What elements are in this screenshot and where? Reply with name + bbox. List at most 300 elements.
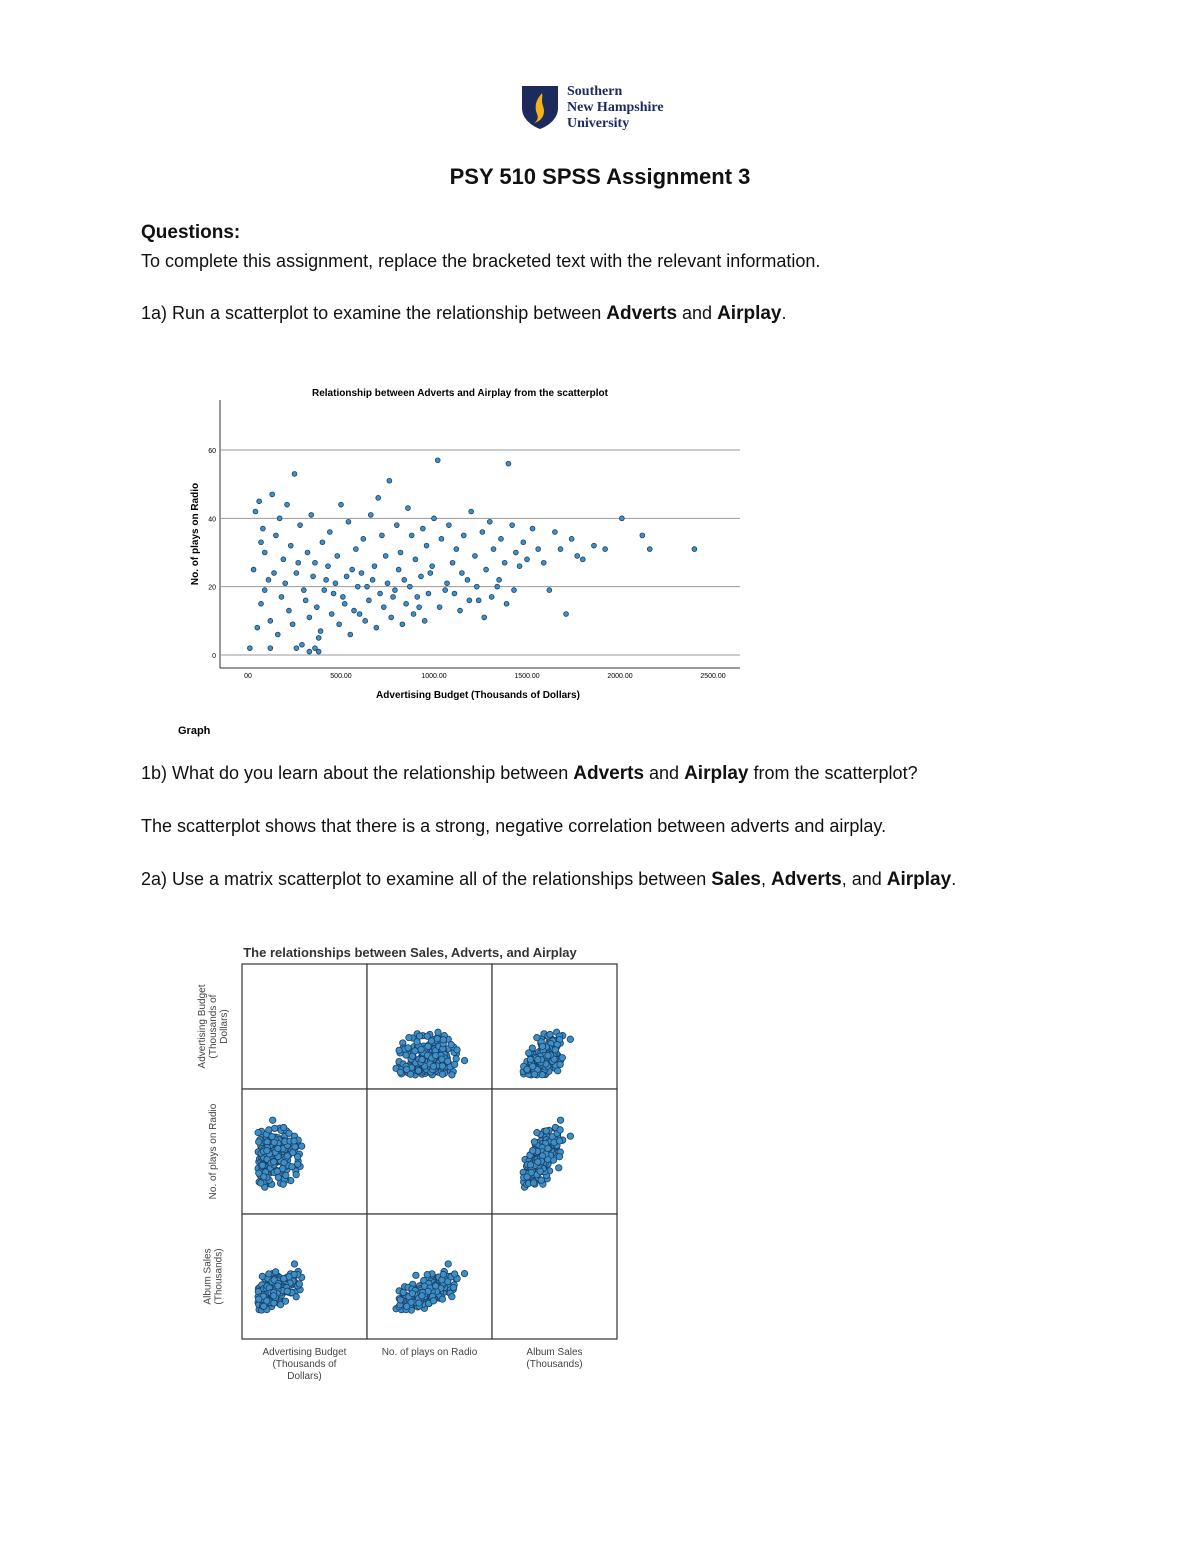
matrix-point: [400, 1289, 406, 1295]
logo-wordmark: [567, 84, 664, 132]
matrix-row-label-line: (Thousands): [213, 1248, 225, 1305]
matrix-point: [432, 1283, 438, 1289]
scatter-point: [474, 584, 479, 589]
scatter-point: [294, 571, 299, 576]
matrix-point: [557, 1127, 563, 1133]
scatter-point: [259, 540, 264, 545]
matrix-point: [529, 1063, 535, 1069]
matrix-point: [289, 1163, 295, 1169]
matrix-point: [545, 1145, 551, 1151]
matrix-row-label-line: Dollars): [219, 1009, 230, 1044]
matrix-point: [448, 1041, 454, 1047]
y-tick-label: 40: [208, 516, 216, 524]
q1b-prefix: 1b) What do you learn about the relationship between: [141, 763, 574, 783]
matrix-cell-0-1: [367, 964, 492, 1089]
scatter-point: [277, 516, 282, 521]
scatter-point: [300, 642, 305, 647]
scatter-point: [547, 588, 552, 593]
scatter-point: [460, 571, 465, 576]
scatter-point: [257, 499, 262, 504]
scatter-point: [422, 618, 427, 623]
matrix-row-label-0: [197, 984, 230, 1068]
scatter-point: [313, 560, 318, 565]
scatter-point: [489, 595, 494, 600]
matrix-point: [271, 1159, 277, 1165]
scatter-point: [506, 461, 511, 466]
matrix-point: [277, 1302, 283, 1308]
scatter-point: [465, 577, 470, 582]
scatter-point: [497, 577, 502, 582]
matrix-point: [264, 1147, 270, 1153]
matrix-col-label-line: Dollars): [287, 1371, 322, 1382]
scatter-point: [450, 560, 455, 565]
scatter-point: [372, 564, 377, 569]
matrix-point: [430, 1298, 436, 1304]
matrix-point: [451, 1271, 457, 1277]
matrix-point: [535, 1056, 541, 1062]
q2a-prefix: 2a) Use a matrix scatterplot to examine all of the relationships between: [141, 869, 712, 889]
matrix-point: [281, 1159, 287, 1165]
matrix-point: [294, 1154, 300, 1160]
matrix-point: [559, 1055, 565, 1061]
scatter-point: [262, 550, 267, 555]
scatter-point: [268, 618, 273, 623]
scatter-point: [452, 591, 457, 596]
document-title: PSY 510 SPSS Assignment 3: [449, 164, 751, 189]
matrix-col-label-line: No. of plays on Radio: [381, 1347, 478, 1358]
q2a-term-airplay: Airplay: [886, 869, 952, 890]
scatterplot-adverts-airplay: [178, 378, 753, 740]
matrix-point: [531, 1071, 537, 1077]
matrix-cell-0-0: [242, 964, 367, 1089]
matrix-point: [286, 1130, 292, 1136]
matrix-col-label-line: (Thousands): [526, 1359, 583, 1370]
matrix-point: [543, 1128, 549, 1134]
scatter-point: [424, 543, 429, 548]
scatter-point: [353, 547, 358, 552]
scatter-point: [378, 591, 383, 596]
scatter-point: [311, 574, 316, 579]
matrix-point: [425, 1043, 431, 1049]
x-tick-label: 500.00: [330, 673, 352, 680]
matrix-point: [403, 1303, 409, 1309]
scatter-point: [592, 543, 597, 548]
scatter-point: [404, 601, 409, 606]
scatter-point: [521, 540, 526, 545]
matrix-point: [545, 1052, 551, 1058]
matrix-point: [434, 1036, 440, 1042]
matrix-cell-2-2: [492, 1214, 617, 1339]
scatter-point: [383, 554, 388, 559]
scatter-point: [324, 577, 329, 582]
question-2a: [141, 868, 956, 891]
scatter-point: [376, 495, 381, 500]
matrix-cell-1-0: [242, 1089, 367, 1214]
q2a-suffix: .: [951, 869, 957, 889]
scatter-point: [569, 536, 574, 541]
matrix-point: [430, 1063, 436, 1069]
matrix-point: [298, 1143, 304, 1149]
matrix-col-label-line: (Thousands of: [272, 1359, 337, 1370]
matrix-point: [271, 1293, 277, 1299]
scatter-point: [446, 523, 451, 528]
scatter-point: [365, 584, 370, 589]
scatter-point: [368, 513, 373, 518]
matrix-col-label-line: Album Sales: [526, 1347, 583, 1358]
scatter-point: [309, 513, 314, 518]
y-tick-label: 60: [208, 448, 216, 455]
matrix-point: [416, 1300, 422, 1306]
matrix-point: [256, 1296, 262, 1302]
scatter-point: [603, 547, 608, 552]
matrix-point: [259, 1162, 265, 1168]
scatter-point: [400, 622, 405, 627]
matrix-point: [439, 1056, 445, 1062]
matrix-point: [556, 1165, 562, 1171]
matrix-point: [534, 1129, 540, 1135]
matrix-point: [275, 1283, 281, 1289]
matrix-point: [535, 1159, 541, 1165]
matrix-point: [397, 1069, 403, 1075]
scatter-point: [348, 632, 353, 637]
matrix-point: [274, 1168, 280, 1174]
matrix-point: [529, 1147, 535, 1153]
matrix-point: [293, 1171, 299, 1177]
matrix-point: [526, 1050, 532, 1056]
matrix-point: [439, 1071, 445, 1077]
scatter-point: [274, 533, 279, 538]
scatter-point: [435, 458, 440, 463]
matrix-point: [409, 1053, 415, 1059]
matrix-cell-frame: [242, 964, 367, 1089]
scatterplot-x-label: Advertising Budget (Thousands of Dollars): [376, 690, 580, 701]
matrix-cell-frame: [367, 1089, 492, 1214]
matrix-cell-2-0: [242, 1214, 367, 1339]
matrix-point: [557, 1061, 563, 1067]
scatter-point: [279, 595, 284, 600]
matrix-point: [445, 1261, 451, 1267]
scatter-point: [491, 547, 496, 552]
x-tick-label: 00: [244, 673, 252, 680]
matrix-point: [280, 1124, 286, 1130]
scatter-point: [575, 554, 580, 559]
q2a-sep-1: ,: [760, 869, 771, 889]
scatter-point: [517, 564, 522, 569]
matrix-point: [261, 1174, 267, 1180]
scatter-point: [251, 567, 256, 572]
scatter-point: [430, 564, 435, 569]
scatter-point: [502, 560, 507, 565]
y-tick-label: 20: [208, 584, 216, 592]
matrix-point: [266, 1127, 272, 1133]
matrix-point: [419, 1293, 425, 1299]
scatter-point: [253, 509, 258, 514]
scatter-point: [305, 550, 310, 555]
scatter-point: [259, 601, 264, 606]
scatter-point: [647, 547, 652, 552]
scatter-point: [394, 523, 399, 528]
scatter-point: [333, 581, 338, 586]
scatter-point: [303, 598, 308, 603]
scatter-point: [393, 588, 398, 593]
scatter-point: [640, 533, 645, 538]
matrix-point: [266, 1271, 272, 1277]
matrix-point: [439, 1296, 445, 1302]
matrix-point: [461, 1057, 467, 1063]
matrix-col-label-line: Advertising Budget: [262, 1347, 347, 1358]
scatter-point: [619, 516, 624, 521]
scatter-point: [314, 605, 319, 610]
scatterplot-caption: Graph: [178, 725, 211, 737]
matrix-point: [280, 1181, 286, 1187]
matrix-point: [418, 1046, 424, 1052]
scatter-point: [350, 567, 355, 572]
scatter-point: [385, 581, 390, 586]
matrix-point: [291, 1261, 297, 1267]
matrix-point: [531, 1139, 537, 1145]
matrix-point: [295, 1161, 301, 1167]
logo-line-1: Southern: [567, 84, 623, 99]
scatter-point: [564, 612, 569, 617]
scatterplot-title: Relationship between Adverts and Airplay from the scatterplot: [312, 388, 608, 399]
matrix-point: [556, 1138, 562, 1144]
matrix-point: [537, 1168, 543, 1174]
scatter-point: [407, 584, 412, 589]
scatter-point: [363, 618, 368, 623]
question-1a: [141, 302, 787, 325]
scatter-point: [499, 536, 504, 541]
scatter-point: [352, 608, 357, 613]
scatter-point: [262, 588, 267, 593]
matrix-cell-1-2: [492, 1089, 617, 1214]
scatter-point: [374, 625, 379, 630]
scatter-point: [260, 526, 265, 531]
scatter-point: [285, 502, 290, 507]
matrix-point: [424, 1271, 430, 1277]
scatter-point: [370, 577, 375, 582]
scatter-point: [381, 605, 386, 610]
scatter-point: [283, 581, 288, 586]
scatter-point: [326, 564, 331, 569]
scatter-point: [255, 625, 260, 630]
matrix-point: [451, 1061, 457, 1067]
q2a-term-adverts: Adverts: [770, 869, 842, 890]
q1a-suffix: .: [781, 303, 787, 323]
scatter-point: [339, 502, 344, 507]
scatter-point: [458, 608, 463, 613]
scatter-point: [287, 608, 292, 613]
scatter-point: [558, 547, 563, 552]
scatter-point: [415, 595, 420, 600]
scatter-point: [469, 509, 474, 514]
scatter-point: [316, 649, 321, 654]
scatter-point: [288, 543, 293, 548]
scatter-point: [322, 588, 327, 593]
scatter-point: [337, 622, 342, 627]
matrix-row-label-line: No. of plays on Radio: [208, 1103, 219, 1200]
scatter-point: [298, 523, 303, 528]
scatter-point: [512, 588, 517, 593]
matrix-point: [264, 1298, 270, 1304]
scatterplot-y-label: No. of plays on Radio: [190, 482, 201, 586]
scatter-point: [411, 612, 416, 617]
matrix-point: [284, 1288, 290, 1294]
q1a-mid: and: [677, 303, 718, 323]
scatter-point: [445, 581, 450, 586]
scatter-point: [361, 536, 366, 541]
matrix-point: [539, 1043, 545, 1049]
scatter-point: [439, 536, 444, 541]
scatter-point: [473, 554, 478, 559]
scatter-point: [541, 560, 546, 565]
matrix-point: [524, 1174, 530, 1180]
matrix-point: [406, 1034, 412, 1040]
matrix-point: [445, 1058, 451, 1064]
matrix-point: [405, 1045, 411, 1051]
scatter-point: [476, 598, 481, 603]
matrix-point: [449, 1294, 455, 1300]
question-1b: [141, 762, 918, 785]
matrix-row-label-2: [203, 1248, 225, 1304]
matrix-point: [280, 1275, 286, 1281]
matrix-row-label-1: [208, 1103, 219, 1199]
matrix-point: [403, 1066, 409, 1072]
scatter-point: [482, 615, 487, 620]
matrix-point: [435, 1029, 441, 1035]
scatter-point: [318, 629, 323, 634]
scatter-point: [320, 540, 325, 545]
scatter-point: [484, 567, 489, 572]
q2a-sep-2: , and: [841, 869, 887, 889]
matrix-point: [272, 1269, 278, 1275]
scatter-point: [419, 574, 424, 579]
scatter-point: [536, 547, 541, 552]
scatter-point: [346, 519, 351, 524]
matrix-point: [527, 1162, 533, 1168]
scatter-point: [290, 622, 295, 627]
matrix-point: [450, 1284, 456, 1290]
y-tick-label: 0: [212, 653, 216, 660]
scatter-point: [266, 577, 271, 582]
questions-heading: Questions:: [141, 222, 241, 243]
scatter-point: [387, 478, 392, 483]
q1a-term-airplay: Airplay: [717, 303, 782, 324]
matrix-point: [256, 1139, 262, 1145]
scatter-point: [367, 598, 372, 603]
scatter-point: [428, 571, 433, 576]
scatter-point: [342, 601, 347, 606]
scatter-point: [413, 557, 418, 562]
q1b-mid: and: [644, 763, 685, 783]
matrix-point: [556, 1154, 562, 1160]
scatter-point: [417, 605, 422, 610]
scatter-point: [307, 649, 312, 654]
scatter-point: [327, 530, 332, 535]
scatterplot-matrix: [196, 936, 636, 1386]
scatter-point: [495, 584, 500, 589]
scatter-point: [461, 533, 466, 538]
x-tick-label: 1000.00: [421, 673, 447, 680]
matrix-point: [271, 1125, 277, 1131]
matrix-point: [538, 1177, 544, 1183]
matrix-point: [296, 1281, 302, 1287]
matrix-row-label-line: Album Sales: [202, 1248, 214, 1305]
scatter-point: [335, 554, 340, 559]
scatter-point: [402, 577, 407, 582]
matrix-point: [415, 1067, 421, 1073]
matrix-point: [271, 1139, 277, 1145]
q1a-prefix: 1a) Run a scatterplot to examine the relationship between: [141, 303, 607, 323]
answer-1b: The scatterplot shows that there is a strong, negative correlation between adverts and airplay.: [141, 816, 887, 836]
scatter-point: [530, 526, 535, 531]
university-logo: [520, 84, 690, 134]
shield-icon: [520, 84, 560, 130]
scatter-point: [247, 646, 252, 651]
scatter-point: [692, 547, 697, 552]
q1b-suffix: from the scatterplot?: [748, 763, 918, 783]
matrix-point: [258, 1180, 264, 1186]
matrix-point: [396, 1047, 402, 1053]
scatter-point: [406, 506, 411, 511]
matrix-point: [413, 1272, 419, 1278]
matrix-point: [293, 1294, 299, 1300]
matrix-cell-0-2: [492, 964, 617, 1089]
matrix-point: [567, 1036, 573, 1042]
scatter-point: [316, 636, 321, 641]
scatter-point: [437, 605, 442, 610]
scatter-point: [272, 571, 277, 576]
scatter-point: [487, 519, 492, 524]
x-tick-label: 1500.00: [514, 673, 540, 680]
matrix-point: [547, 1031, 553, 1037]
scatter-point: [294, 646, 299, 651]
matrix-point: [255, 1129, 261, 1135]
scatter-point: [340, 595, 345, 600]
matrix-point: [432, 1052, 438, 1058]
matrix-point: [409, 1290, 415, 1296]
matrix-row-label-line: (Thousands of: [208, 994, 219, 1059]
matrix-point: [270, 1117, 276, 1123]
scatter-point: [480, 530, 485, 535]
matrix-cell-frame: [492, 1214, 617, 1339]
x-tick-label: 2000.00: [607, 673, 633, 680]
matrix-cell-1-1: [367, 1089, 492, 1214]
scatter-point: [380, 533, 385, 538]
scatter-point: [268, 646, 273, 651]
scatter-point: [580, 557, 585, 562]
scatter-point: [513, 550, 518, 555]
scatter-point: [281, 557, 286, 562]
q1a-term-adverts: Adverts: [606, 303, 678, 324]
scatter-point: [409, 533, 414, 538]
scatter-point: [467, 598, 472, 603]
matrix-point: [557, 1117, 563, 1123]
matrix-point: [454, 1047, 460, 1053]
matrix-point: [275, 1145, 281, 1151]
scatter-point: [357, 612, 362, 617]
scatter-point: [454, 547, 459, 552]
matrix-point: [440, 1037, 446, 1043]
matrix-point: [534, 1034, 540, 1040]
scatter-point: [275, 632, 280, 637]
matrix-point: [424, 1033, 430, 1039]
scatter-point: [443, 588, 448, 593]
matrix-cell-2-1: [367, 1214, 492, 1339]
matrix-point: [461, 1270, 467, 1276]
scatter-point: [420, 526, 425, 531]
scatter-point: [331, 591, 336, 596]
matrix-point: [567, 1133, 573, 1139]
